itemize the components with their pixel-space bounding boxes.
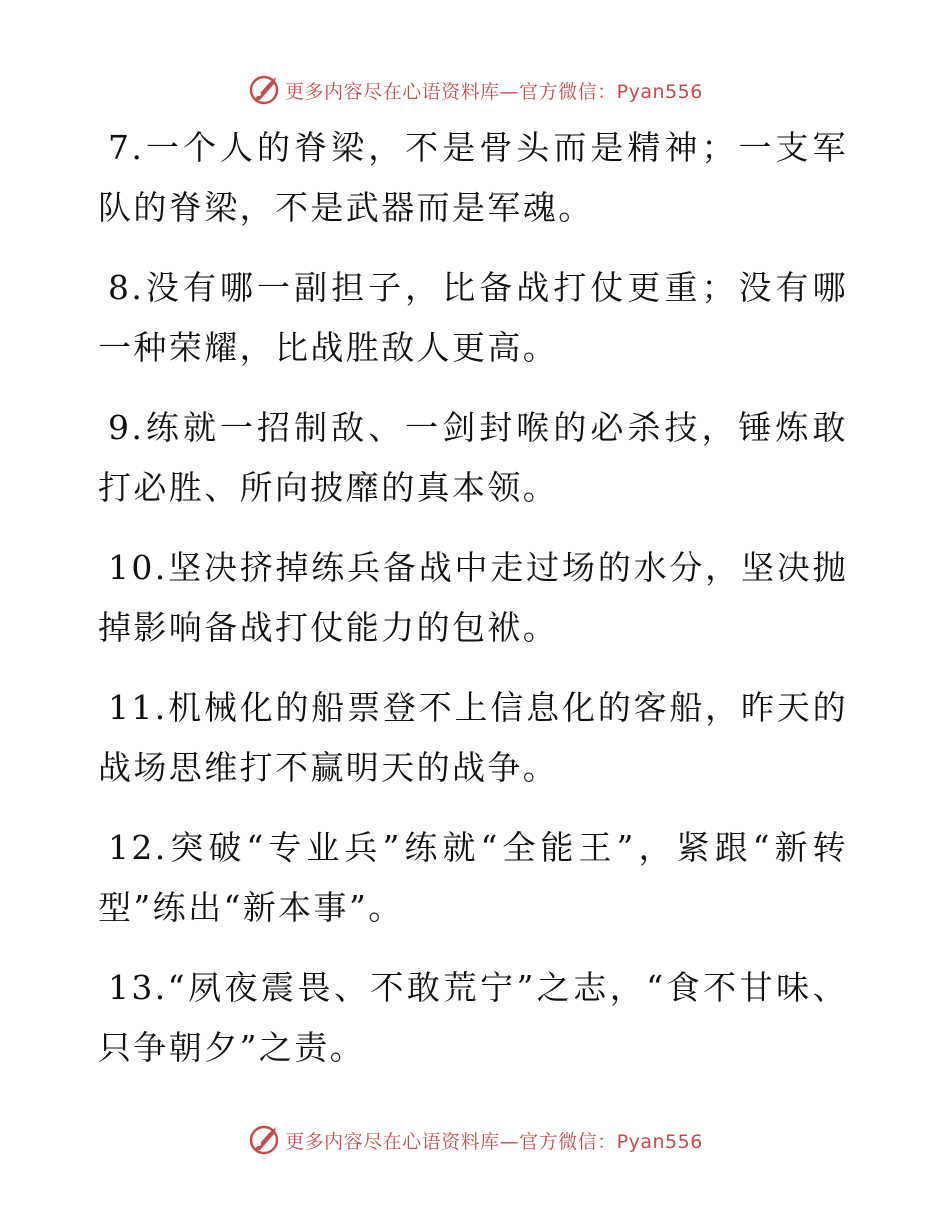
quill-pen-logo-icon	[247, 1123, 281, 1157]
document-body	[98, 118, 848, 1098]
list-item: 12.突破“专业兵”练就“全能王”，紧跟“新转型”练出“新本事”。	[98, 828, 848, 927]
header-banner-text: 更多内容尽在心语资料库—官方微信：Pyan556	[285, 80, 703, 103]
list-item: 8.没有哪一副担子，比备战打仗更重；没有哪一种荣耀，比战胜敌人更高。	[98, 268, 848, 367]
quill-pen-logo-icon	[247, 73, 281, 107]
header-watermark-banner	[0, 70, 950, 110]
footer-banner-text: 更多内容尽在心语资料库—官方微信：Pyan556	[285, 1130, 703, 1153]
list-item: 11.机械化的船票登不上信息化的客船，昨天的战场思维打不赢明天的战争。	[98, 688, 848, 787]
list-item: 13.“夙夜震畏、不敢荒宁”之志，“食不甘味、只争朝夕”之责。	[98, 968, 848, 1067]
list-item: 9.练就一招制敌、一剑封喉的必杀技，锤炼敢打必胜、所向披靡的真本领。	[98, 408, 848, 507]
footer-watermark-banner	[0, 1120, 950, 1160]
list-item: 7.一个人的脊梁，不是骨头而是精神；一支军队的脊梁，不是武器而是军魂。	[98, 128, 848, 227]
list-item: 10.坚决挤掉练兵备战中走过场的水分，坚决抛掉影响备战打仗能力的包袱。	[98, 548, 848, 647]
